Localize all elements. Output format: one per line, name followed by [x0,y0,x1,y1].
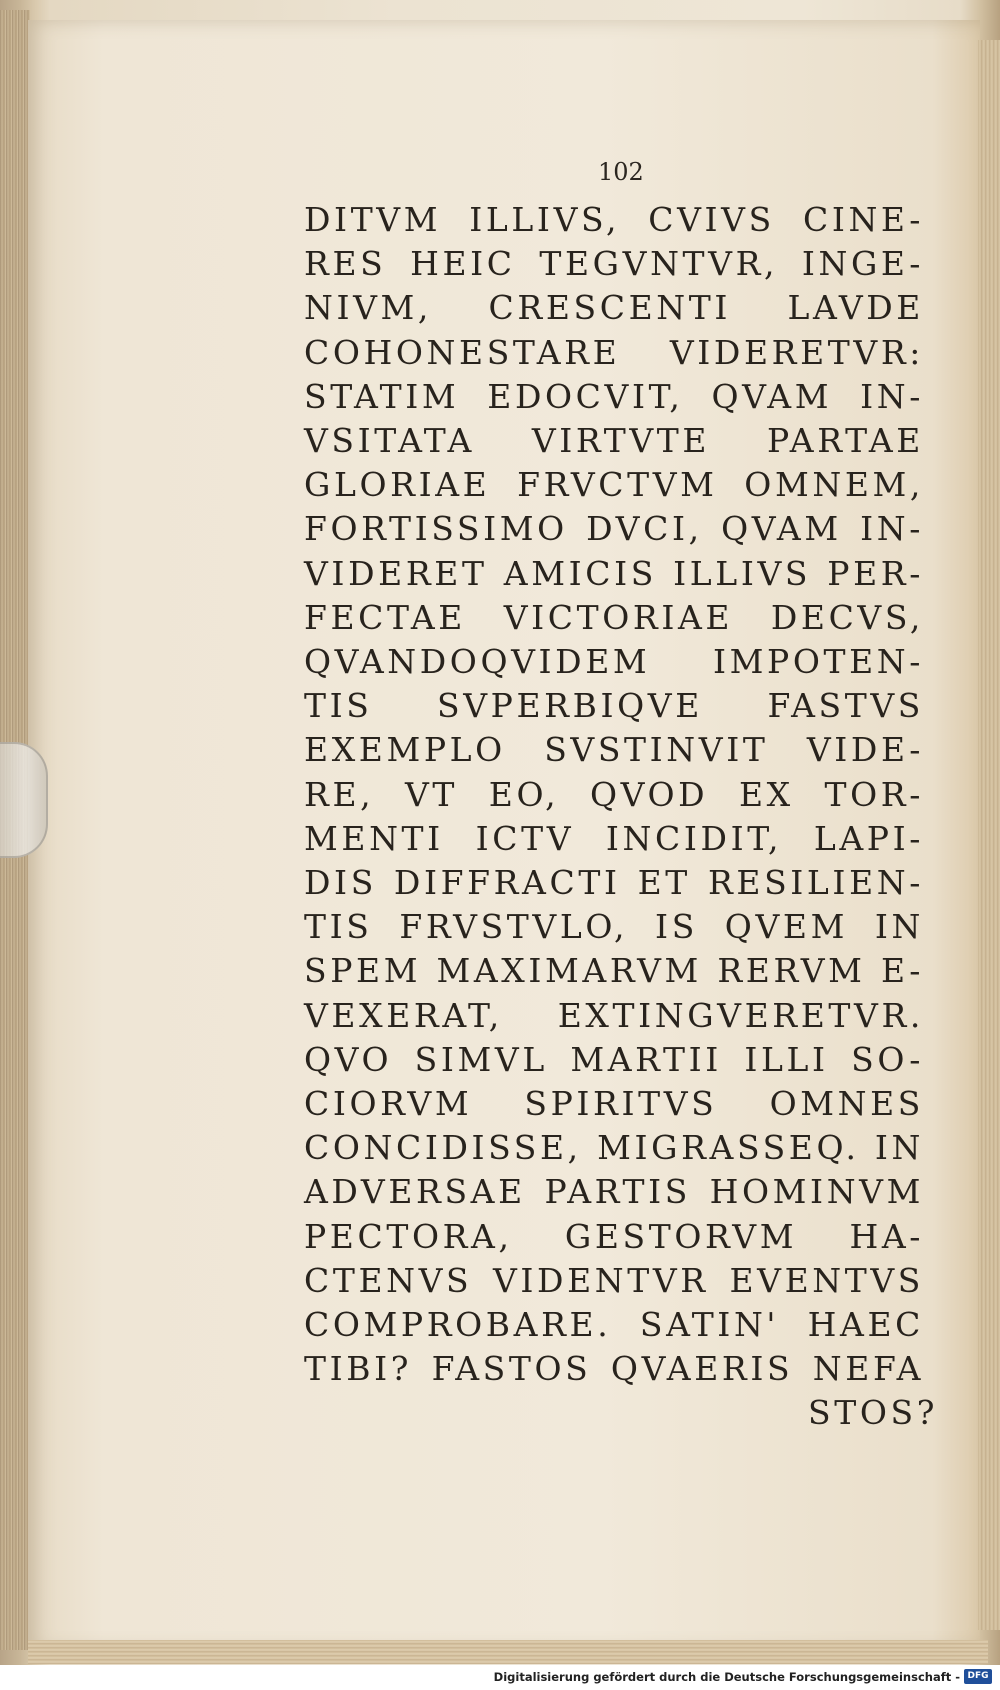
text-line: NIVM, CRESCENTI LAVDE [304,288,924,328]
text-line: STATIM EDOCVIT, QVAM IN- [304,376,924,416]
text-line: COHONESTARE VIDERETVR: [304,332,924,372]
text-line: VEXERAT, EXTINGVERETVR. [304,995,924,1035]
funding-credit: Digitalisierung gefördert durch die Deutsche Forschungsgemeinschaft - [493,1670,960,1684]
page-stack-bottom [28,1640,988,1664]
text-block [304,198,944,1436]
text-line: QVO SIMVL MARTII ILLI SO- [304,1039,924,1079]
text-line: PECTORA, GESTORVM HA- [304,1216,924,1256]
text-line: RES HEIC TEGVNTVR, INGE- [304,244,924,284]
text-line: CTENVS VIDENTVR EVENTVS [304,1260,924,1300]
text-line: FORTISSIMO DVCI, QVAM IN- [304,509,924,549]
text-line: CONCIDISSE, MIGRASSEQ. IN [304,1128,924,1168]
footer-bar [0,1665,1000,1690]
catchword: STOS? [808,1393,938,1433]
text-line: TIBI? FASTOS QVAERIS NEFA [304,1349,924,1389]
text-line: MENTI ICTV INCIDIT, LAPI- [304,818,924,858]
book-clip [0,742,48,858]
text-line: TIS FRVSTVLO, IS QVEM IN [304,907,924,947]
text-line: ADVERSAE PARTIS HOMINVM [304,1172,924,1212]
text-line: DIS DIFFRACTI ET RESILIEN- [304,863,924,903]
text-line: EXEMPLO SVSTINVIT VIDE- [304,730,924,770]
text-line: CIORVM SPIRITVS OMNES [304,1084,924,1124]
text-line: DITVM ILLIVS, CVIVS CINE- [304,200,924,239]
dfg-logo-icon: DFG [964,1669,992,1684]
text-line: FECTAE VICTORIAE DECVS, [304,597,924,637]
text-line: VSITATA VIRTVTE PARTAE [304,421,924,461]
text-line: VIDERET AMICIS ILLIVS PER- [304,553,924,593]
text-line: GLORIAE FRVCTVM OMNEM, [304,465,924,505]
page-stack-right [978,40,1000,1630]
text-line: SPEM MAXIMARVM RERVM E- [304,951,924,991]
text-line: TIS SVPERBIQVE FASTVS [304,686,924,726]
text-line: COMPROBARE. SATIN' HAEC [304,1305,924,1345]
text-line: RE, VT EO, QVOD EX TOR- [304,774,924,814]
page-number: 102 [598,158,644,186]
text-line: QVANDOQVIDEM IMPOTEN- [304,642,924,682]
